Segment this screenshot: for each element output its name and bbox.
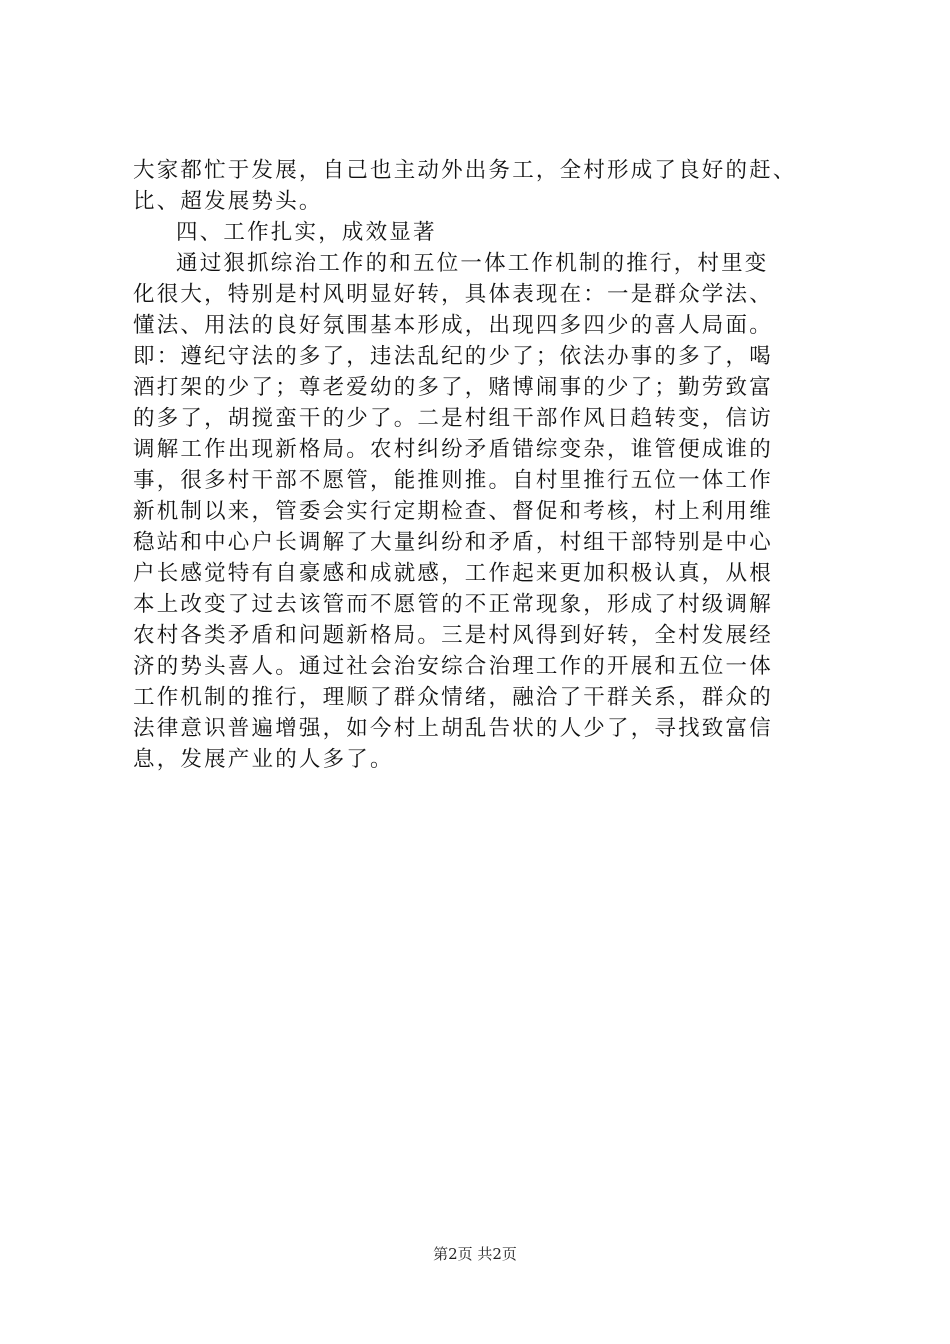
text-line: 新机制以来，管委会实行定期检查、督促和考核，村上利用维 <box>133 499 773 524</box>
text-line: 通过狠抓综治工作的和五位一体工作机制的推行，村里变 <box>176 251 769 276</box>
text-line: 懂法、用法的良好氛围基本形成，出现四多四少的喜人局面。 <box>133 313 773 338</box>
text-line: 工作机制的推行，理顺了群众情绪，融洽了干群关系，群众的 <box>133 685 773 710</box>
page-number-footer: 第2页 共2页 <box>433 1245 517 1263</box>
text-line: 稳站和中心户长调解了大量纠纷和矛盾，村组干部特别是中心 <box>133 530 773 555</box>
text-line: 户长感觉特有自豪感和成就感，工作起来更加积极认真，从根 <box>133 561 773 586</box>
text-line: 大家都忙于发展，自己也主动外出务工，全村形成了良好的赶、 <box>133 158 797 183</box>
text-line: 农村各类矛盾和问题新格局。三是村风得到好转，全村发展经 <box>133 623 773 648</box>
section-heading: 四、工作扎实，成效显著 <box>176 220 437 245</box>
text-line: 的多了，胡搅蛮干的少了。二是村组干部作风日趋转变，信访 <box>133 406 773 431</box>
text-line: 息，发展产业的人多了。 <box>133 747 394 772</box>
document-body <box>133 155 833 775</box>
text-line: 酒打架的少了；尊老爱幼的多了，赌博闹事的少了；勤劳致富 <box>133 375 773 400</box>
text-line: 本上改变了过去该管而不愿管的不正常现象，形成了村级调解 <box>133 592 773 617</box>
text-line: 济的势头喜人。通过社会治安综合治理工作的开展和五位一体 <box>133 654 773 679</box>
text-line: 法律意识普遍增强，如今村上胡乱告状的人少了，寻找致富信 <box>133 716 773 741</box>
text-line: 比、超发展势头。 <box>133 189 323 214</box>
text-line: 化很大，特别是村风明显好转，具体表现在：一是群众学法、 <box>133 282 773 307</box>
text-line: 即：遵纪守法的多了，违法乱纪的少了；依法办事的多了，喝 <box>133 344 773 369</box>
text-line: 事，很多村干部不愿管，能推则推。自村里推行五位一体工作 <box>133 468 773 493</box>
text-line: 调解工作出现新格局。农村纠纷矛盾错综变杂，谁管便成谁的 <box>133 437 773 462</box>
